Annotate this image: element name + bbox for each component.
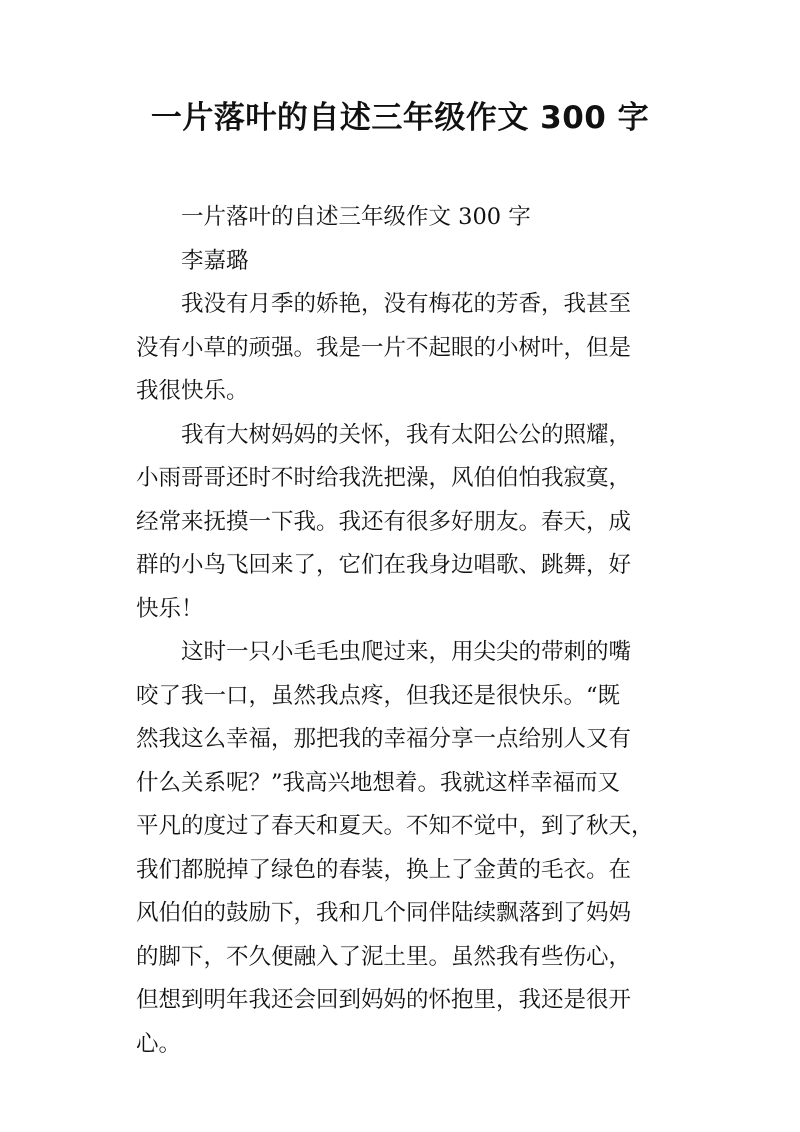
text-line: 的脚下，不久便融入了泥土里。虽然我有些伤心， — [136, 943, 632, 970]
text-line: 没有小草的顽强。我是一片不起眼的小树叶，但是 — [136, 334, 632, 361]
text-line: 群的小鸟飞回来了，它们在我身边唱歌、跳舞，好 — [136, 552, 632, 578]
paragraph-3 — [136, 631, 676, 1066]
text-line: 这时一只小毛毛虫爬过来，用尖尖的带刺的嘴 — [181, 639, 632, 665]
text-line: 什么关系呢？”我高兴地想着。我就这样幸福而又 — [136, 769, 621, 796]
author-name: 李嘉璐 — [181, 247, 249, 274]
text-line: 咬了我一口，虽然我点疼，但我还是很快乐。“既 — [136, 682, 621, 709]
text-line: 我没有月季的娇艳，没有梅花的芳香，我甚至 — [181, 291, 632, 317]
text-line: 但想到明年我还会回到妈妈的怀抱里，我还是很开 — [136, 987, 632, 1013]
paragraph-2 — [136, 414, 676, 632]
paragraph-1 — [136, 283, 676, 414]
text-line: 我有大树妈妈的关怀，我有太阳公公的照耀， — [181, 421, 632, 448]
text-line: 我很快乐。 — [136, 378, 249, 404]
text-line: 心。 — [136, 1030, 182, 1057]
document-body — [136, 196, 676, 1066]
article-heading: 一片落叶的自述三年级作文 300 字 — [181, 204, 531, 230]
text-line: 我们都脱掉了绿色的春装，换上了金黄的毛衣。在 — [136, 856, 632, 883]
text-line: 小雨哥哥还时不时给我洗把澡，风伯伯怕我寂寞， — [136, 465, 632, 491]
document-title: 一片落叶的自述三年级作文 300 字 — [150, 100, 650, 136]
text-line: 然我这么幸福，那把我的幸福分享一点给别人又有 — [136, 726, 632, 752]
text-line: 风伯伯的鼓励下，我和几个同伴陆续飘落到了妈妈 — [136, 900, 632, 926]
text-line: 快乐！ — [136, 595, 204, 622]
text-line: 经常来抚摸一下我。我还有很多好朋友。春天，成 — [136, 508, 632, 535]
text-line: 平凡的度过了春天和夏天。不知不觉中，到了秋天， — [136, 813, 654, 839]
